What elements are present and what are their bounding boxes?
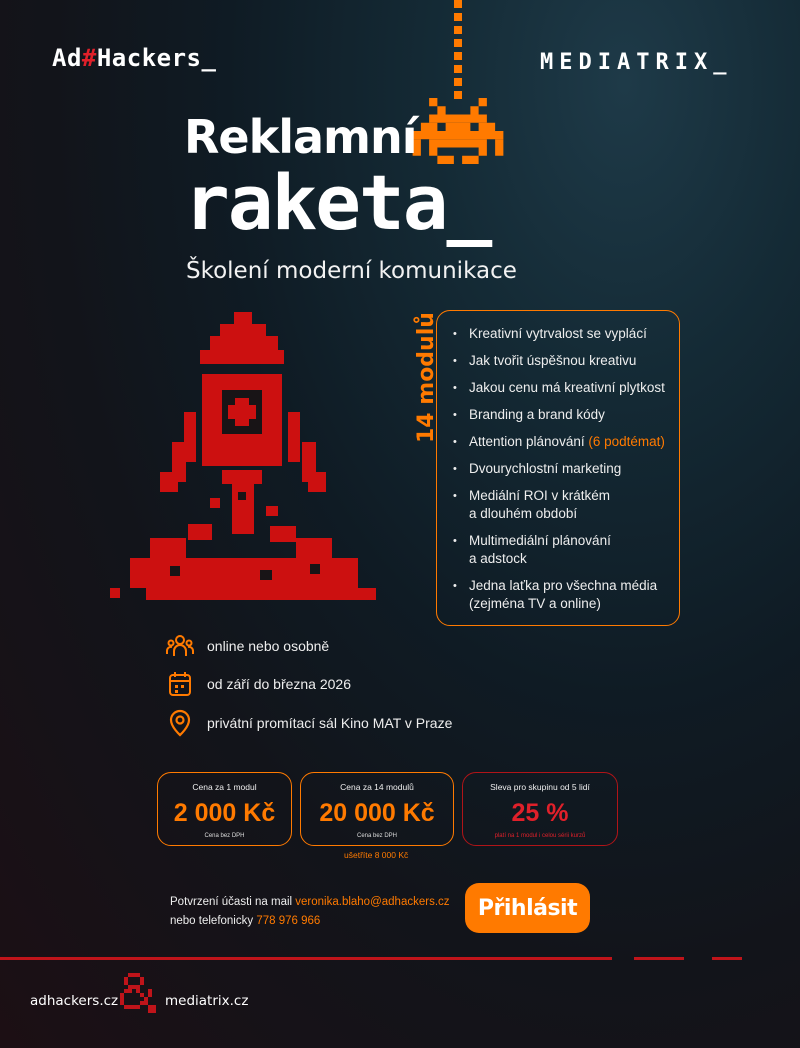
price-note: Cena bez DPH: [204, 833, 245, 839]
info-format-row: [166, 632, 329, 660]
price-card-single: [157, 772, 292, 846]
module-item: • Jedna laťka pro všechna média (zejména TV a online): [453, 577, 671, 613]
info-dates: od září do března 2026: [207, 676, 351, 692]
price-note: Cena bez DPH: [356, 833, 398, 839]
space-invader-icon: [408, 98, 508, 164]
title-line1: Reklamní: [184, 110, 417, 164]
price-caption: Cena za 14 modulů: [340, 782, 414, 792]
price-value: 25 %: [511, 799, 569, 827]
price-caption: Sleva pro skupinu od 5 lidí: [490, 782, 590, 792]
divider-line: [0, 957, 612, 960]
module-subtopics-note: (6 podtémat): [588, 434, 665, 449]
module-item: • Mediální ROI v krátkém a dlouhém období: [453, 487, 671, 523]
price-card-full: [300, 772, 454, 846]
calendar-icon: [166, 670, 194, 698]
modules-list: [453, 325, 671, 613]
logo-hackers-text: Hackers_: [96, 44, 217, 72]
module-item: • Jakou cenu má kreativní plytkost: [453, 379, 671, 397]
price-caption: Cena za 1 modul: [192, 782, 257, 792]
module-item: • Branding a brand kódy: [453, 406, 671, 424]
module-item-text: Attention plánování: [469, 434, 589, 449]
modules-count-text: 14 modulů: [414, 312, 439, 443]
module-item: • Multimediální plánování a adstock: [453, 532, 671, 568]
register-button[interactable]: Přihlásit: [465, 883, 590, 933]
divider-dash: [712, 957, 742, 960]
footer-adhackers-link[interactable]: adhackers.cz: [30, 993, 119, 1009]
contact-block: [170, 893, 450, 931]
module-item: • Kreativní vytrvalost se vyplácí: [453, 325, 671, 343]
price-card-group: [462, 772, 618, 846]
contact-phone-label: nebo telefonicky: [170, 915, 257, 927]
subtitle: Školení moderní komunikace: [186, 258, 517, 284]
savings-note: ušetříte 8 000 Kč: [344, 850, 409, 860]
price-note: platí na 1 modul i celou sérii kurzů: [494, 833, 586, 839]
info-format: online nebo osobně: [207, 638, 330, 654]
footer-mediatrix-link[interactable]: mediatrix.cz: [165, 993, 249, 1009]
contact-email-link[interactable]: veronika.blaho@adhackers.cz: [295, 896, 450, 908]
ampersand-icon: [120, 972, 156, 1014]
module-item: • Jak tvořit úspěšnou kreativu: [453, 352, 671, 370]
contact-mail-label: Potvrzení účasti na mail: [170, 896, 296, 908]
mediatrix-logo: MEDIATRIX_: [540, 50, 733, 75]
modules-list-box: [436, 310, 680, 626]
module-item: • Dvourychlostní marketing: [453, 460, 671, 478]
info-place-row: [166, 709, 452, 737]
logo-hash: #: [81, 44, 97, 72]
info-dates-row: [166, 670, 351, 698]
title-line2: raketa_: [184, 158, 491, 247]
dotted-chain: [454, 0, 462, 102]
contact-phone-link[interactable]: 778 976 966: [256, 915, 321, 927]
divider-dash: [634, 957, 684, 960]
price-value: 2 000 Kč: [173, 799, 276, 827]
rocket-icon: [110, 312, 376, 600]
info-place: privátní promítací sál Kino MAT v Praze: [207, 715, 453, 731]
price-value: 20 000 Kč: [319, 799, 435, 827]
location-pin-icon: [166, 709, 194, 737]
adhackers-logo: [52, 44, 216, 72]
logo-ad-text: Ad: [52, 44, 82, 72]
people-icon: [166, 632, 194, 660]
module-item: [453, 433, 671, 451]
